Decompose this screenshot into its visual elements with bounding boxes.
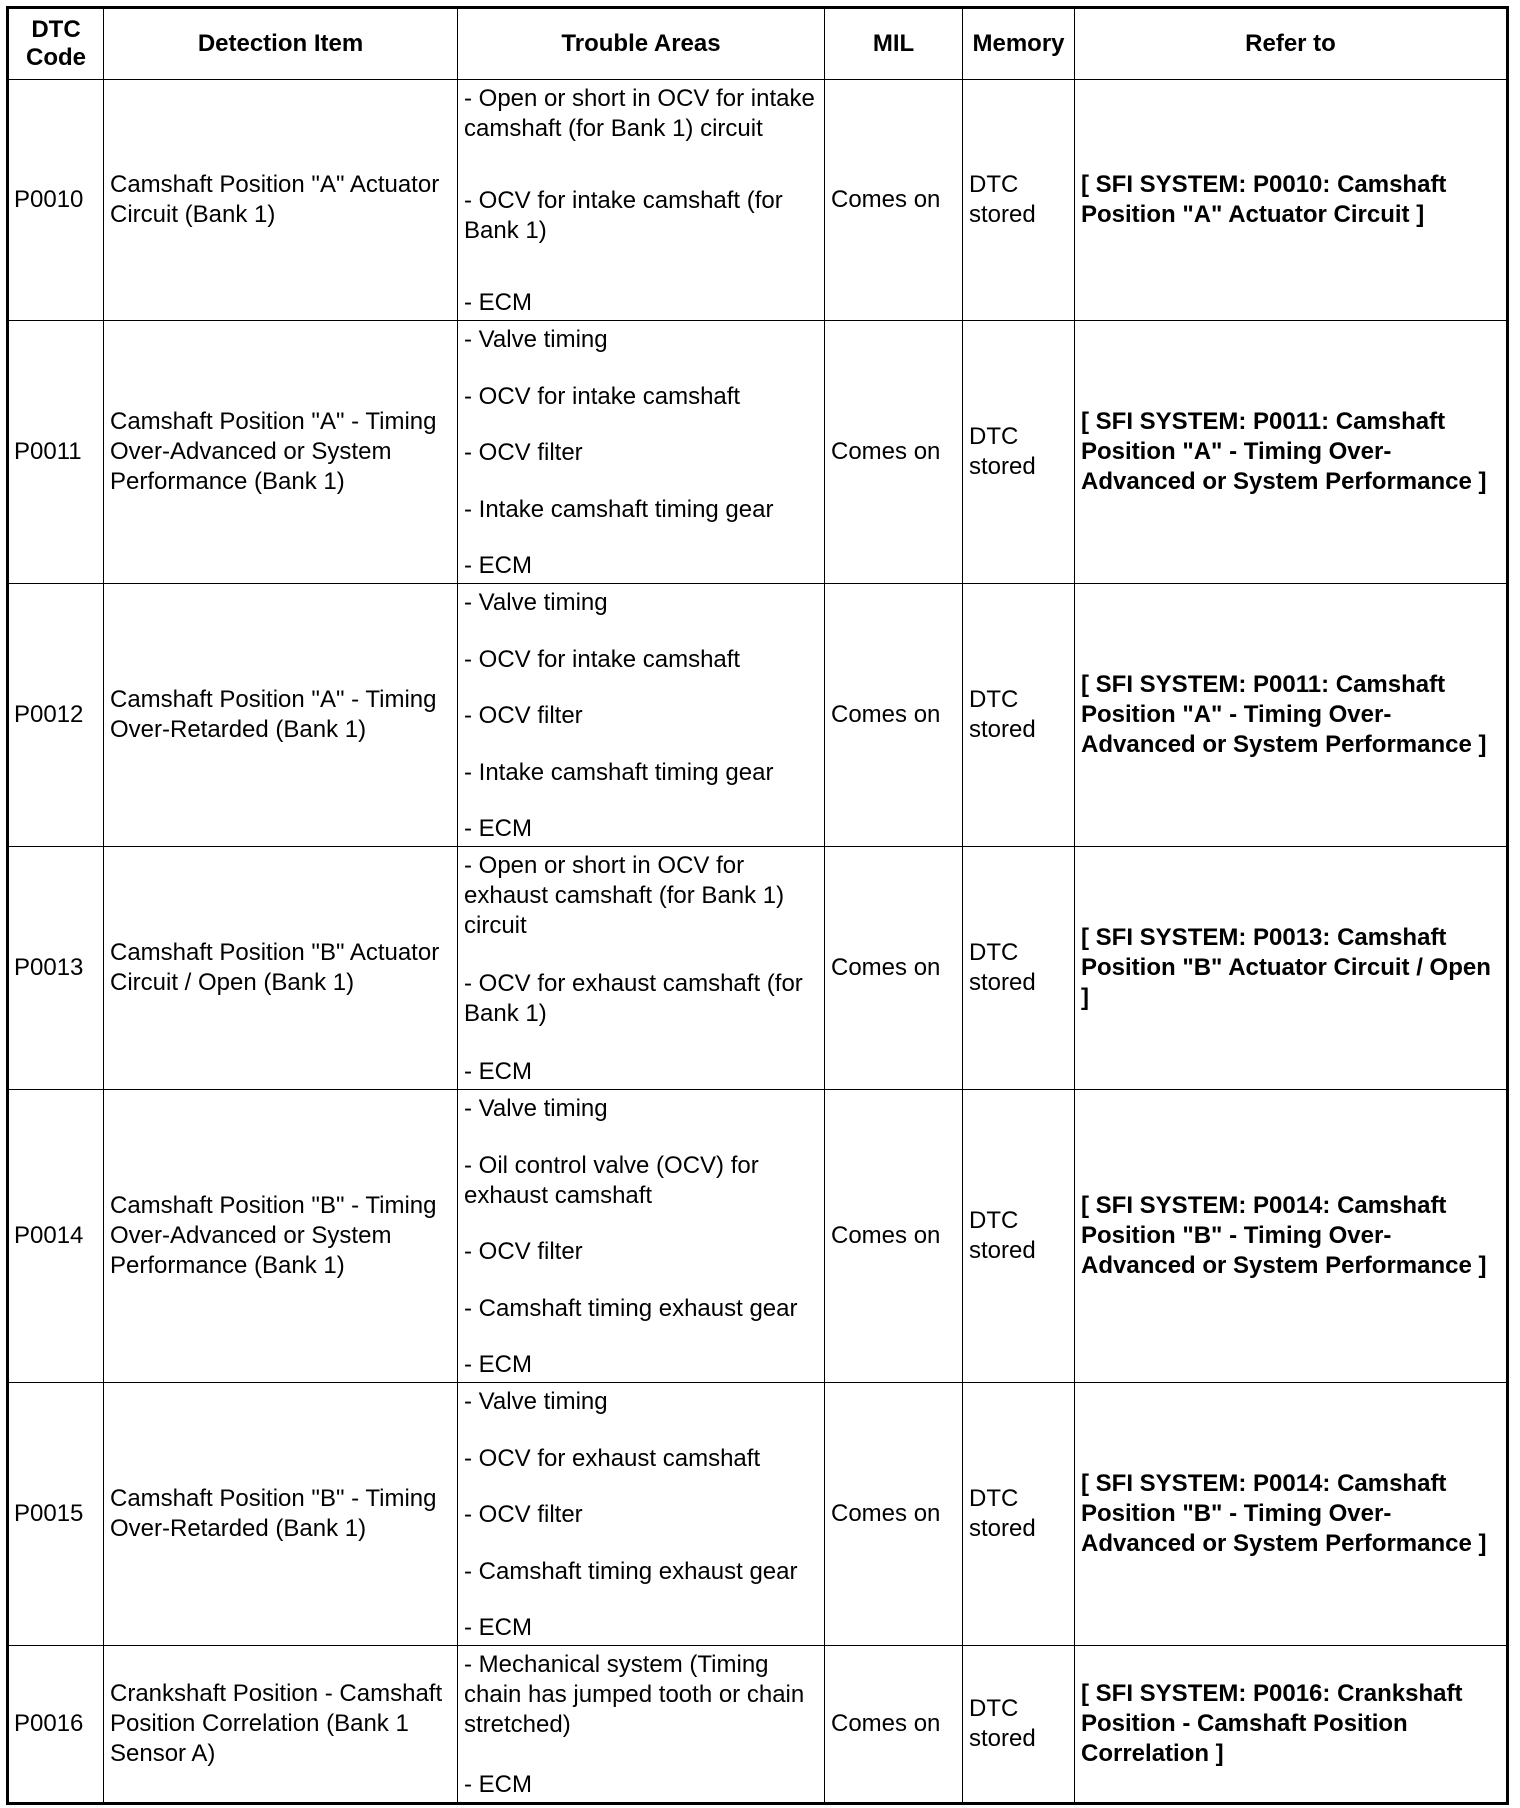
dtc-code-cell: P0016 bbox=[8, 1646, 104, 1804]
memory-cell: DTC stored bbox=[963, 1646, 1075, 1804]
trouble-area-item: - Mechanical system (Timing chain has jumped tooth or chain stretched) bbox=[464, 1651, 805, 1738]
trouble-area-item: - OCV for exhaust camshaft (for Bank 1) bbox=[464, 970, 803, 1027]
trouble-area-item: - Valve timing bbox=[464, 1388, 608, 1415]
trouble-areas-cell bbox=[458, 1090, 825, 1383]
table-row bbox=[8, 1383, 1508, 1646]
table-row bbox=[8, 1090, 1508, 1383]
detection-item-cell: Camshaft Position "A" - Timing Over-Advanced or System Performance (Bank 1) bbox=[104, 321, 458, 584]
trouble-areas-list bbox=[464, 1650, 818, 1800]
header-mil: MIL bbox=[825, 8, 963, 80]
dtc-table bbox=[6, 6, 1509, 1805]
trouble-area-item: - OCV for intake camshaft bbox=[464, 645, 741, 673]
trouble-area-item: - OCV for intake camshaft bbox=[464, 382, 741, 410]
trouble-area-item: - Intake camshaft timing gear bbox=[464, 758, 774, 786]
memory-cell: DTC stored bbox=[963, 321, 1075, 584]
trouble-areas-list bbox=[464, 84, 818, 318]
trouble-area-item: - ECM bbox=[464, 552, 532, 579]
trouble-area-item: - ECM bbox=[464, 1058, 532, 1085]
trouble-area-item: - ECM bbox=[464, 1771, 532, 1798]
detection-item-cell: Camshaft Position "B" - Timing Over-Retarded (Bank 1) bbox=[104, 1383, 458, 1646]
table-row bbox=[8, 584, 1508, 847]
header-refer-to: Refer to bbox=[1075, 8, 1508, 80]
trouble-area-item: - Camshaft timing exhaust gear bbox=[464, 1557, 798, 1585]
trouble-areas-cell bbox=[458, 321, 825, 584]
trouble-area-item: - Valve timing bbox=[464, 326, 608, 353]
mil-cell: Comes on bbox=[825, 1646, 963, 1804]
header-dtc-code: DTC Code bbox=[8, 8, 104, 80]
trouble-area-item: - Intake camshaft timing gear bbox=[464, 495, 774, 523]
trouble-areas-cell bbox=[458, 584, 825, 847]
trouble-areas-list bbox=[464, 325, 818, 581]
trouble-areas-list bbox=[464, 1387, 818, 1643]
trouble-areas-cell bbox=[458, 1383, 825, 1646]
detection-item-cell: Crankshaft Position - Camshaft Position Correlation (Bank 1 Sensor A) bbox=[104, 1646, 458, 1804]
header-trouble-areas: Trouble Areas bbox=[458, 8, 825, 80]
trouble-area-item: - ECM bbox=[464, 1351, 532, 1378]
trouble-area-item: - ECM bbox=[464, 815, 532, 842]
trouble-area-item: - Valve timing bbox=[464, 589, 608, 616]
refer-to-cell: [ SFI SYSTEM: P0016: Crankshaft Position - Camshaft Position Correlation ] bbox=[1075, 1646, 1508, 1804]
trouble-areas-cell bbox=[458, 80, 825, 321]
trouble-area-item: - OCV filter bbox=[464, 702, 583, 729]
trouble-area-item: - Open or short in OCV for exhaust camshaft (for Bank 1) circuit bbox=[464, 852, 785, 939]
refer-to-cell: [ SFI SYSTEM: P0010: Camshaft Position "A" Actuator Circuit ] bbox=[1075, 80, 1508, 321]
detection-item-cell: Camshaft Position "A" Actuator Circuit (Bank 1) bbox=[104, 80, 458, 321]
memory-cell: DTC stored bbox=[963, 1090, 1075, 1383]
dtc-code-cell: P0011 bbox=[8, 321, 104, 584]
refer-to-cell: [ SFI SYSTEM: P0014: Camshaft Position "B" - Timing Over-Advanced or System Performance ] bbox=[1075, 1383, 1508, 1646]
mil-cell: Comes on bbox=[825, 847, 963, 1090]
trouble-area-item: - ECM bbox=[464, 289, 532, 316]
trouble-area-item: - Open or short in OCV for intake camshaft (for Bank 1) circuit bbox=[464, 85, 815, 142]
dtc-code-cell: P0014 bbox=[8, 1090, 104, 1383]
table-row bbox=[8, 1646, 1508, 1804]
table-row bbox=[8, 847, 1508, 1090]
trouble-area-item: - Oil control valve (OCV) for exhaust camshaft bbox=[464, 1151, 759, 1209]
table-row bbox=[8, 321, 1508, 584]
trouble-areas-list bbox=[464, 588, 818, 844]
dtc-code-cell: P0012 bbox=[8, 584, 104, 847]
trouble-area-item: - OCV filter bbox=[464, 439, 583, 466]
trouble-area-item: - ECM bbox=[464, 1614, 532, 1641]
mil-cell: Comes on bbox=[825, 1383, 963, 1646]
header-detection-item: Detection Item bbox=[104, 8, 458, 80]
refer-to-cell: [ SFI SYSTEM: P0011: Camshaft Position "A" - Timing Over-Advanced or System Performance ] bbox=[1075, 321, 1508, 584]
trouble-areas-cell bbox=[458, 847, 825, 1090]
header-memory: Memory bbox=[963, 8, 1075, 80]
trouble-areas-cell bbox=[458, 1646, 825, 1804]
trouble-area-item: - OCV for exhaust camshaft bbox=[464, 1444, 761, 1472]
detection-item-cell: Camshaft Position "A" - Timing Over-Retarded (Bank 1) bbox=[104, 584, 458, 847]
dtc-code-cell: P0015 bbox=[8, 1383, 104, 1646]
mil-cell: Comes on bbox=[825, 321, 963, 584]
dtc-code-cell: P0010 bbox=[8, 80, 104, 321]
header-row bbox=[8, 8, 1508, 80]
trouble-area-item: - OCV filter bbox=[464, 1501, 583, 1528]
trouble-area-item: - Camshaft timing exhaust gear bbox=[464, 1294, 798, 1322]
memory-cell: DTC stored bbox=[963, 1383, 1075, 1646]
trouble-areas-list bbox=[464, 1094, 818, 1380]
dtc-code-cell: P0013 bbox=[8, 847, 104, 1090]
mil-cell: Comes on bbox=[825, 80, 963, 321]
trouble-area-item: - Valve timing bbox=[464, 1095, 608, 1122]
refer-to-cell: [ SFI SYSTEM: P0014: Camshaft Position "B" - Timing Over-Advanced or System Performance ] bbox=[1075, 1090, 1508, 1383]
memory-cell: DTC stored bbox=[963, 80, 1075, 321]
detection-item-cell: Camshaft Position "B" - Timing Over-Advanced or System Performance (Bank 1) bbox=[104, 1090, 458, 1383]
trouble-area-item: - OCV filter bbox=[464, 1238, 583, 1265]
detection-item-cell: Camshaft Position "B" Actuator Circuit / Open (Bank 1) bbox=[104, 847, 458, 1090]
refer-to-cell: [ SFI SYSTEM: P0011: Camshaft Position "A" - Timing Over-Advanced or System Performance ] bbox=[1075, 584, 1508, 847]
memory-cell: DTC stored bbox=[963, 847, 1075, 1090]
trouble-areas-list bbox=[464, 851, 818, 1087]
refer-to-cell: [ SFI SYSTEM: P0013: Camshaft Position "B" Actuator Circuit / Open ] bbox=[1075, 847, 1508, 1090]
table-row bbox=[8, 80, 1508, 321]
mil-cell: Comes on bbox=[825, 1090, 963, 1383]
mil-cell: Comes on bbox=[825, 584, 963, 847]
trouble-area-item: - OCV for intake camshaft (for Bank 1) bbox=[464, 187, 783, 244]
memory-cell: DTC stored bbox=[963, 584, 1075, 847]
